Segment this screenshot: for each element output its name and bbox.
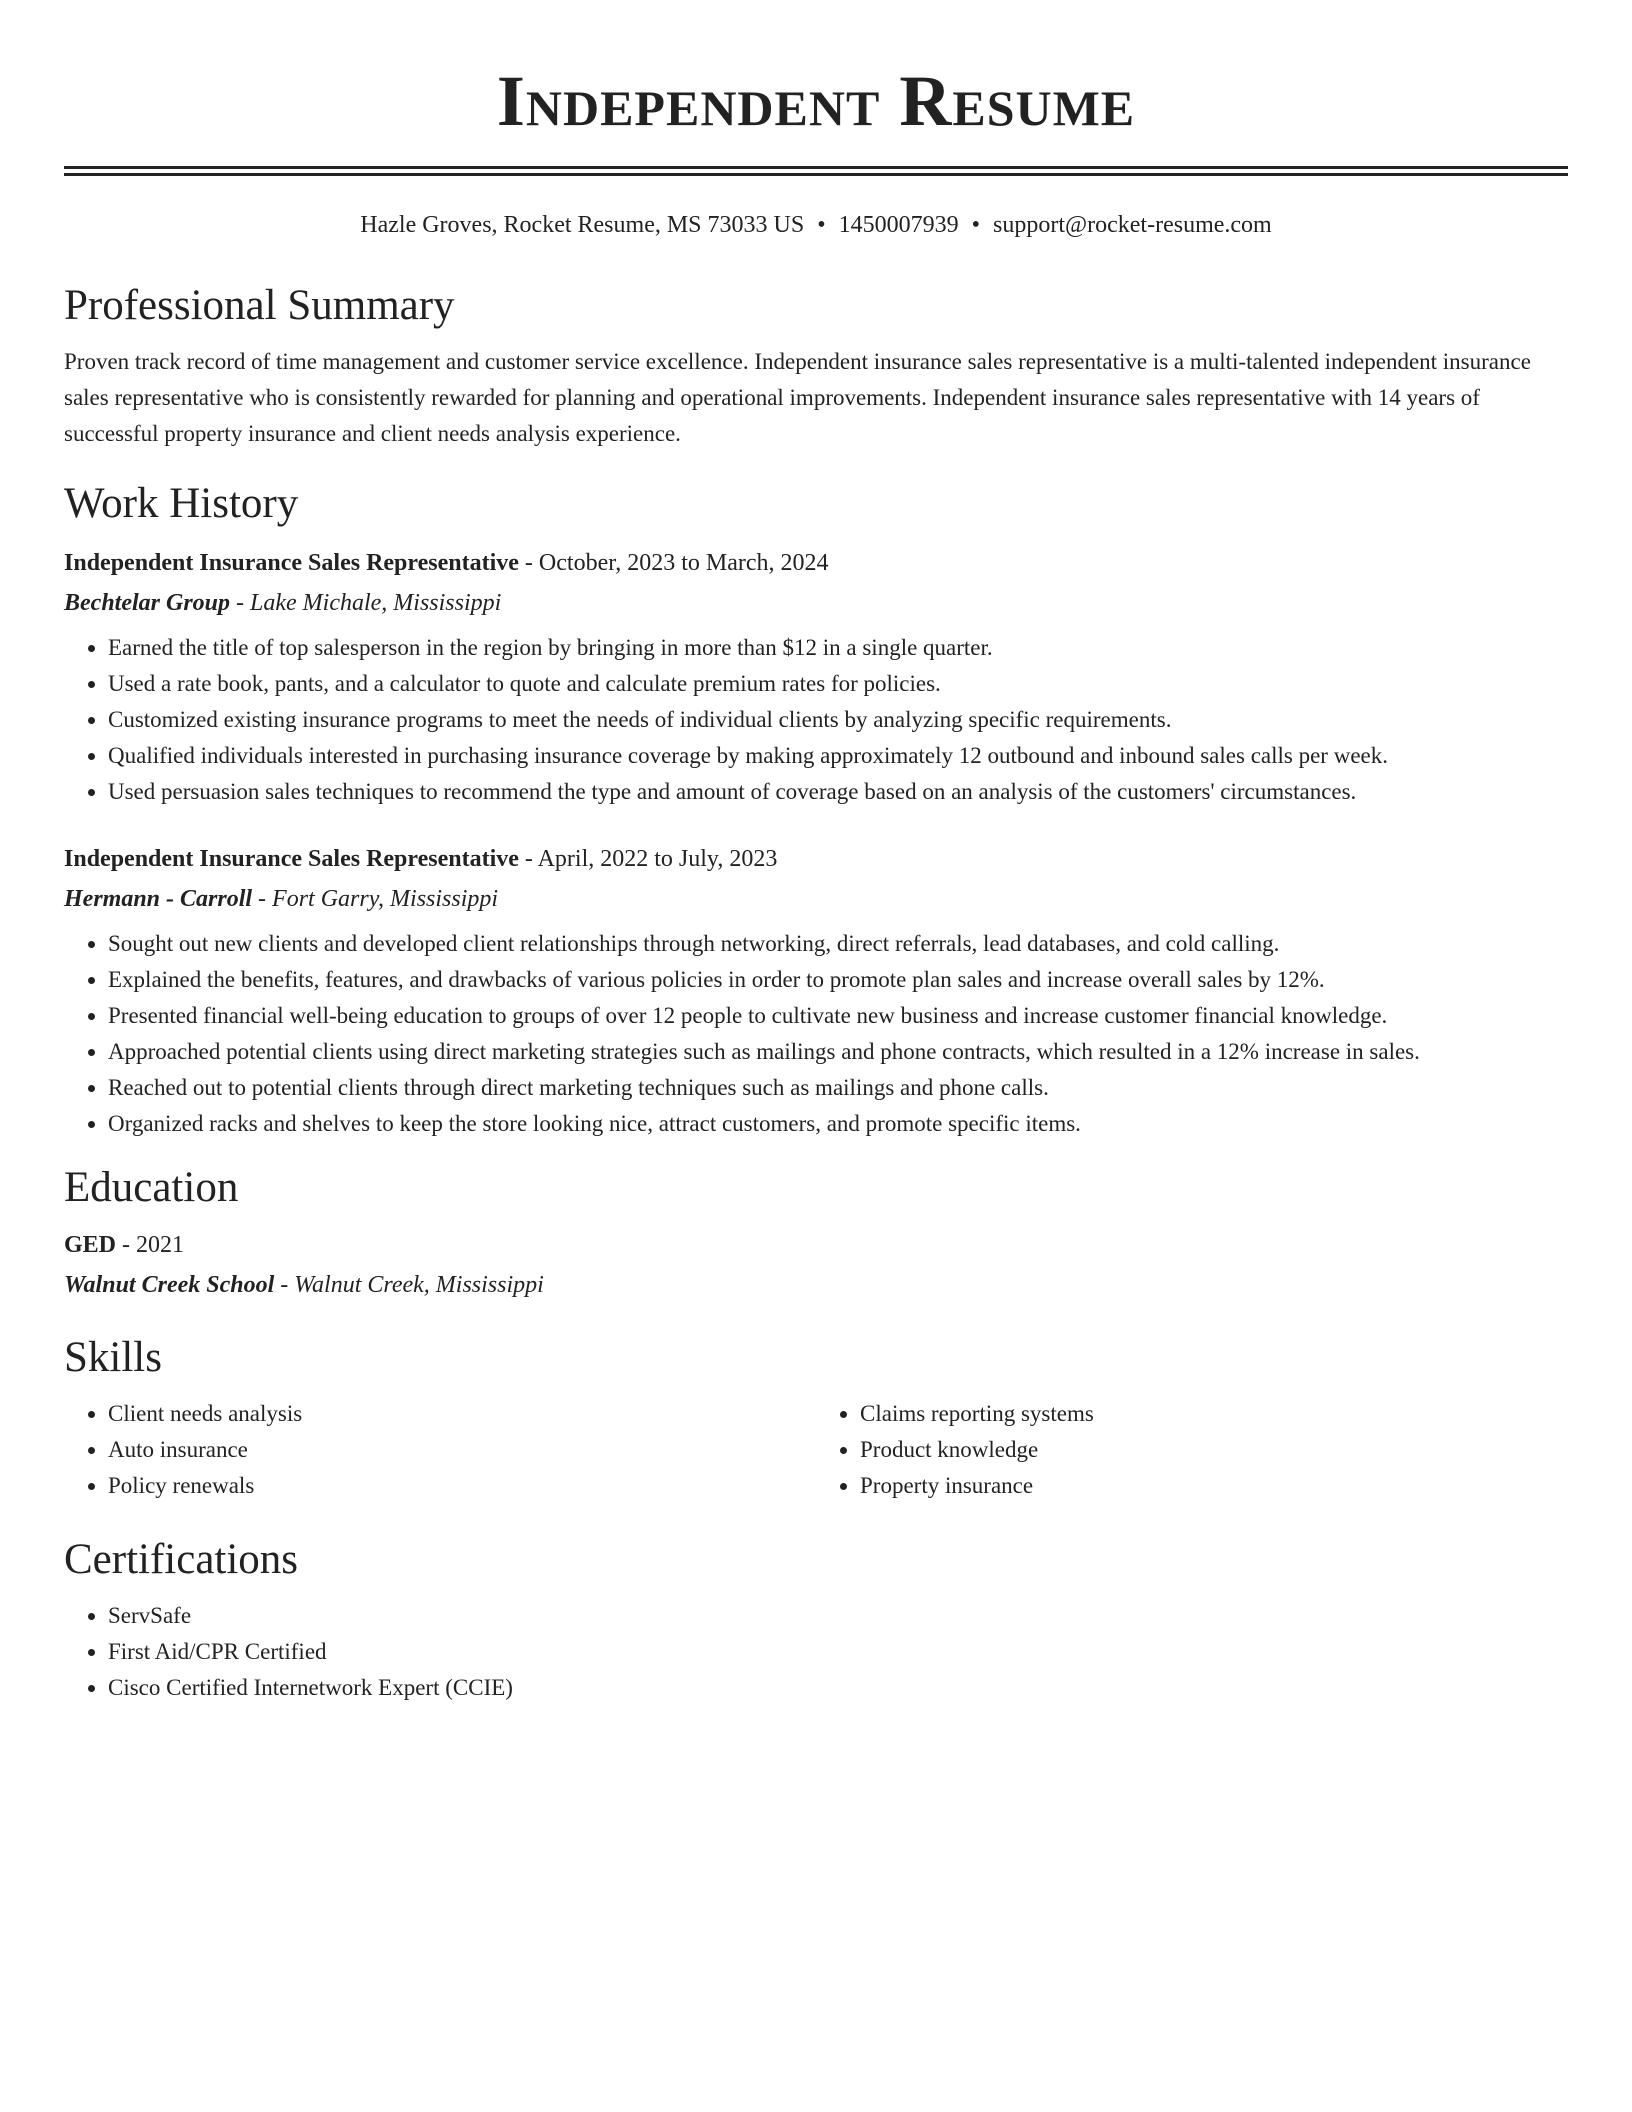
job-company-line — [64, 586, 1568, 620]
contact-separator: • — [971, 212, 981, 238]
certifications-list — [64, 1598, 1568, 1706]
education-section — [64, 1162, 1568, 1302]
job-role: Independent Insurance Sales Representative — [64, 846, 519, 872]
skills-section — [64, 1332, 1568, 1504]
job-location: - Fort Garry, Mississippi — [252, 886, 499, 912]
job-company: Hermann - Carroll — [64, 886, 253, 912]
list-item: • Explained the benefits, features, and drawbacks of various policies in order to promote plan sales and increase overall sales by 12%. — [108, 962, 1568, 998]
education-school-line — [64, 1268, 1568, 1302]
list-item: • Cisco Certified Internetwork Expert (CCIE) — [108, 1670, 1568, 1706]
list-item: • Used a rate book, pants, and a calculator to quote and calculate premium rates for policies. — [108, 666, 1568, 702]
education-degree-line — [64, 1228, 1568, 1262]
summary-heading: Professional Summary — [64, 282, 455, 329]
education-degree: GED — [64, 1232, 117, 1258]
education-location: - Walnut Creek, Mississippi — [274, 1272, 544, 1298]
job-role: Independent Insurance Sales Representative — [64, 550, 519, 576]
list-item: • Approached potential clients using direct marketing strategies such as mailings and phone contracts, which resulted in a 12% increase in sales. — [108, 1034, 1568, 1070]
list-item: • Property insurance — [860, 1468, 1568, 1504]
list-item: • Auto insurance — [108, 1432, 816, 1468]
job-dates: - April, 2022 to July, 2023 — [518, 846, 778, 872]
job-bullets — [64, 926, 1568, 1142]
skills-right-list — [816, 1396, 1568, 1504]
list-item: • Earned the title of top salesperson in the region by bringing in more than $12 in a single quarter. — [108, 630, 1568, 666]
job-entry — [64, 546, 1568, 810]
skills-columns — [64, 1396, 1568, 1504]
list-item: • Used persuasion sales techniques to recommend the type and amount of coverage based on an analysis of the customers' circumstances. — [108, 774, 1568, 810]
list-item: • ServSafe — [108, 1598, 1568, 1634]
certifications-section — [64, 1534, 1568, 1706]
list-item: • Product knowledge — [860, 1432, 1568, 1468]
list-item: • Client needs analysis — [108, 1396, 816, 1432]
resume-name: Independent Resume — [496, 61, 1136, 141]
job-title-line — [64, 842, 1568, 876]
job-company: Bechtelar Group — [64, 590, 231, 616]
summary-text: Proven track record of time management and customer service excellence. Independent insurance sales representative is a multi-talented independent insurance sales representative who is consistently rewarded for planning and operational improvements. Independent insurance sales representative with 14 years of successful property insurance and client needs analysis experience. — [64, 349, 1531, 446]
list-item: • Claims reporting systems — [860, 1396, 1568, 1432]
list-item: • Reached out to potential clients through direct marketing techniques such as mailings and phone calls. — [108, 1070, 1568, 1106]
education-school: Walnut Creek School — [64, 1272, 275, 1298]
list-item: • Qualified individuals interested in purchasing insurance coverage by making approximately 12 outbound and inbound sales calls per week. — [108, 738, 1568, 774]
summary-section — [64, 280, 1568, 452]
contact-line — [64, 208, 1568, 242]
list-item: • Policy renewals — [108, 1468, 816, 1504]
contact-separator: • — [817, 212, 826, 238]
certifications-heading: Certifications — [64, 1536, 299, 1583]
list-item: • Presented financial well-being education to groups of over 12 people to cultivate new business and increase customer financial knowledge. — [108, 998, 1568, 1034]
contact-email: support@rocket-resume.com — [993, 212, 1272, 238]
contact-phone: 1450007939 — [838, 212, 959, 238]
list-item: • Organized racks and shelves to keep the store looking nice, attract customers, and promote specific items. — [108, 1106, 1568, 1142]
work-history-section — [64, 478, 1568, 1142]
job-dates: - October, 2023 to March, 2024 — [518, 550, 829, 576]
education-heading: Education — [64, 1164, 239, 1211]
job-location: - Lake Michale, Mississippi — [230, 590, 502, 616]
job-entry — [64, 842, 1568, 1142]
list-item: • Sought out new clients and developed client relationships through networking, direct referrals, lead databases, and cold calling. — [108, 926, 1568, 962]
list-item: • Customized existing insurance programs to meet the needs of individual clients by analyzing specific requirements. — [108, 702, 1568, 738]
skills-heading: Skills — [64, 1334, 162, 1381]
header-divider-thin — [64, 173, 1568, 176]
job-bullets — [64, 630, 1568, 810]
list-item: • First Aid/CPR Certified — [108, 1634, 1568, 1670]
skills-left-list — [64, 1396, 816, 1504]
education-year: - 2021 — [116, 1232, 185, 1258]
work-history-heading: Work History — [64, 480, 299, 527]
job-title-line — [64, 546, 1568, 580]
contact-address: Hazle Groves, Rocket Resume, MS 73033 US — [360, 212, 805, 238]
job-company-line — [64, 882, 1568, 916]
